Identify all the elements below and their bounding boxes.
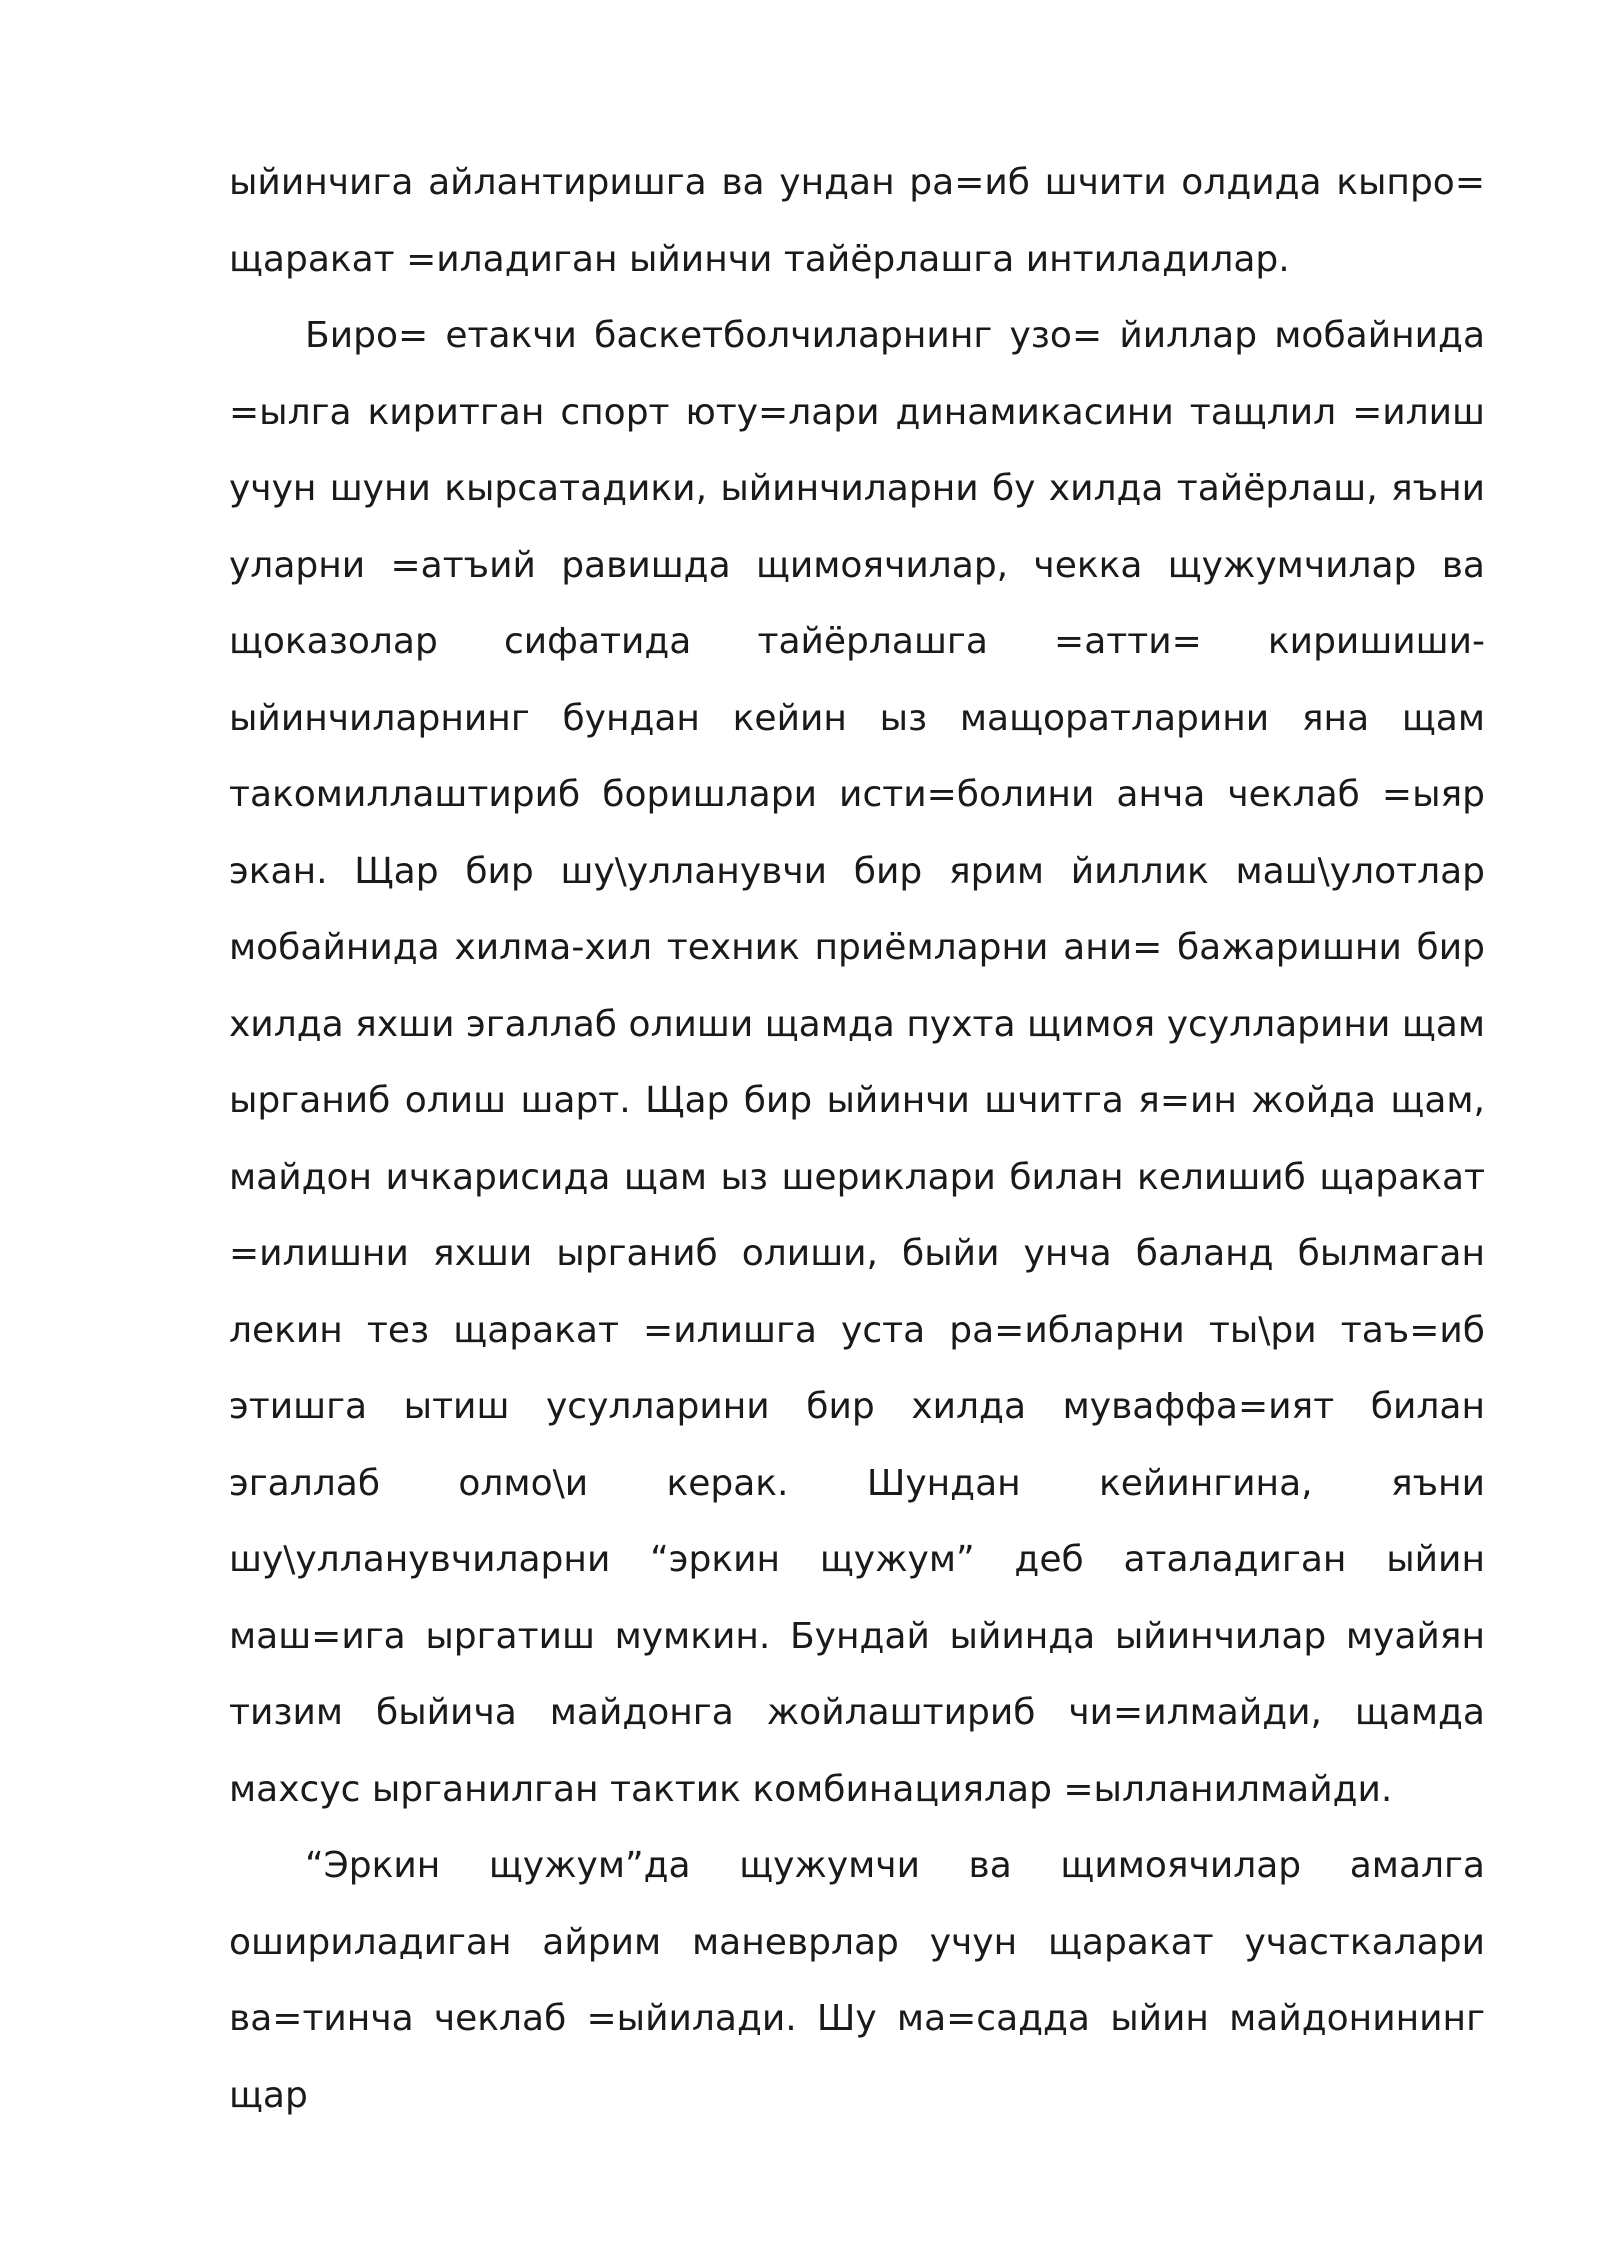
- paragraph-free-attack: “Эркин щужум”да щужумчи ва щимоячилар амалга ошириладиган айрим маневрлар учун щаракат участкалари ва=тинча чеклаб =ыйилади. Шу ма=садда ыйин майдонининг щар: [229, 1845, 1485, 2116]
- document-body: [229, 145, 1485, 2134]
- paragraph-training-analysis: Биро= етакчи баскетболчиларнинг узо= йиллар мобайнида =ылга киритган спорт юту=лари динамикасини тащлил =илиш учун шуни кырсатадики, ыйинчиларни бу хилда тайёрлаш, яъни уларни =атъий равишда щимоячилар, чекка щужумчилар ва щоказолар сифатида тайёрлашга =атти= киришиши- ыйинчиларнинг бундан кейин ыз мащоратларини яна щам такомиллаштириб боришлари исти=болини анча чеклаб =ыяр экан. Щар бир шу\улланувчи бир ярим йиллик маш\улотлар мобайнида хилма-хил техник приёмларни ани= бажаришни бир хилда яхши эгаллаб олиши щамда пухта щимоя усулларини щам ырганиб олиш шарт. Щар бир ыйинчи шчитга я=ин жойда щам, майдон ичкарисида щам ыз шериклари билан келишиб щаракат =илишни яхши ырганиб олиши, быйи унча баланд былмаган лекин тез щаракат =илишга уста ра=ибларни ты\ри таъ=иб этишга ытиш усулларини бир хилда муваффа=ият билан эгаллаб олмо\и керак. Шундан кейингина, яъни шу\улланувчиларни “эркин щужум” деб аталадиган ыйин маш=ига ыргатиш мумкин. Бундай ыйинда ыйинчилар муайян тизим быйича майдонга жойлаштириб чи=илмайди, щамда махсус ырганилган тактик комбинациялар =ылланилмайди.: [229, 315, 1485, 1810]
- paragraph-continuation: ыйинчига айлантиришга ва ундан ра=иб шчити олдида кыпро= щаракат =иладиган ыйинчи тайёрлашга интиладилар.: [229, 162, 1485, 280]
